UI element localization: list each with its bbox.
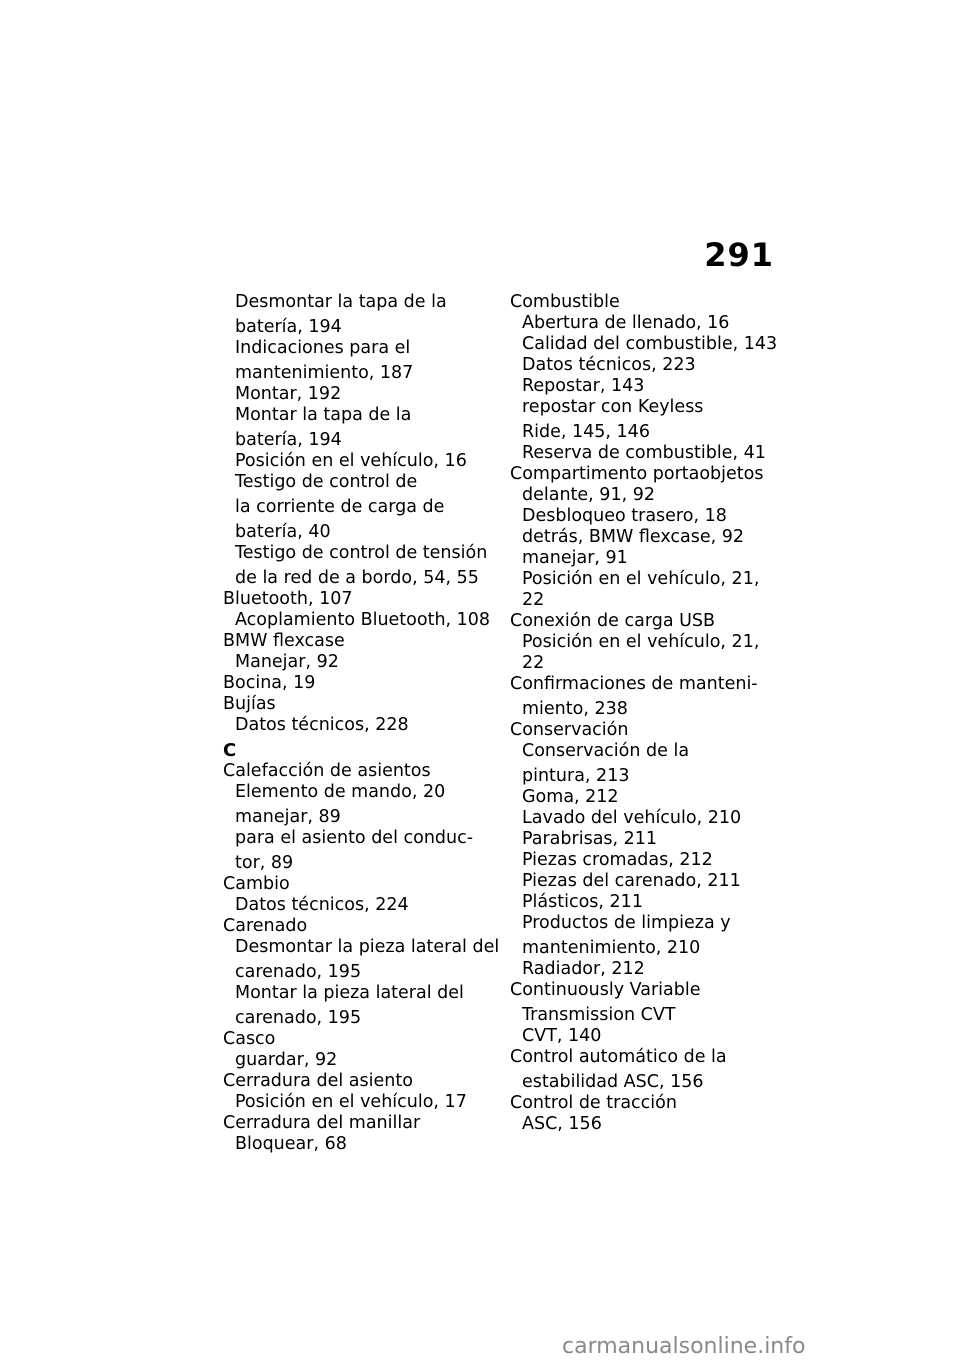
index-subentry: Desbloqueo trasero, 18 [522, 506, 727, 526]
index-entry: Conservación [510, 720, 629, 740]
index-subentry: repostar con Keyless [522, 397, 704, 417]
index-subentry: detrás, BMW flexcase, 92 [522, 527, 745, 547]
index-entry: Bluetooth, 107 [223, 589, 353, 609]
index-subentry: mantenimiento, 210 [522, 938, 701, 958]
index-subentry: Reserva de combustible, 41 [522, 443, 766, 463]
index-column-left [223, 292, 500, 1155]
index-subentry: Desmontar la pieza lateral del [235, 937, 500, 957]
index-subentry: Goma, 212 [522, 787, 619, 807]
index-entry: Compartimento portaobjetos [510, 464, 764, 484]
index-subentry: Posición en el vehículo, 21, [522, 632, 760, 652]
index-subentry: 22 [522, 653, 545, 673]
index-letter-heading: C [223, 740, 237, 761]
index-subentry: la corriente de carga de [235, 497, 445, 517]
index-entry: Cerradura del manillar [223, 1113, 421, 1133]
index-subentry: Abertura de llenado, 16 [522, 313, 730, 333]
index-subentry: manejar, 91 [522, 548, 628, 568]
index-column-right [510, 292, 780, 1135]
index-subentry: 22 [522, 590, 545, 610]
index-subentry: Montar, 192 [235, 384, 342, 404]
index-entry: Cambio [223, 874, 290, 894]
index-subentry: de la red de a bordo, 54, 55 [235, 568, 479, 588]
index-subentry: miento, 238 [522, 699, 628, 719]
index-subentry: delante, 91, 92 [522, 485, 655, 505]
index-subentry: Acoplamiento Bluetooth, 108 [235, 610, 491, 630]
index-entry: Casco [223, 1029, 276, 1049]
index-subentry: Datos técnicos, 228 [235, 715, 409, 735]
index-entry: Confirmaciones de manteni- [510, 674, 758, 694]
index-subentry: Piezas del carenado, 211 [522, 871, 741, 891]
index-subentry: Manejar, 92 [235, 652, 339, 672]
index-entry: Combustible [510, 292, 620, 312]
index-subentry: batería, 194 [235, 430, 342, 450]
index-subentry: Testigo de control de [235, 472, 418, 492]
index-subentry: Posición en el vehículo, 21, [522, 569, 760, 589]
index-subentry: tor, 89 [235, 853, 294, 873]
index-subentry: Productos de limpieza y [522, 913, 731, 933]
index-subentry: CVT, 140 [522, 1026, 602, 1046]
index-subentry: mantenimiento, 187 [235, 363, 414, 383]
index-subentry: Datos técnicos, 223 [522, 355, 696, 375]
index-subentry: carenado, 195 [235, 962, 362, 982]
index-entry: Calefacción de asientos [223, 761, 431, 781]
index-subentry: guardar, 92 [235, 1050, 338, 1070]
index-subentry: Elemento de mando, 20 [235, 782, 446, 802]
index-subentry: pintura, 213 [522, 766, 630, 786]
index-entry: Continuously Variable [510, 980, 701, 1000]
index-subentry: Ride, 145, 146 [522, 422, 650, 442]
index-entry: Bocina, 19 [223, 673, 316, 693]
index-subentry: Bloquear, 68 [235, 1134, 347, 1154]
index-subentry: Desmontar la tapa de la [235, 292, 447, 312]
index-subentry: Indicaciones para el [235, 338, 411, 358]
index-subentry: Lavado del vehículo, 210 [522, 808, 742, 828]
index-entry: Bujías [223, 694, 276, 714]
index-subentry: Parabrisas, 211 [522, 829, 658, 849]
index-entry: Conexión de carga USB [510, 611, 716, 631]
index-subentry: para el asiento del conduc- [235, 828, 474, 848]
index-entry: Control automático de la [510, 1047, 727, 1067]
index-subentry: batería, 194 [235, 317, 342, 337]
page-number: 291 [704, 236, 774, 274]
index-subentry: ASC, 156 [522, 1114, 602, 1134]
index-subentry: Transmission CVT [522, 1005, 676, 1025]
index-subentry: Repostar, 143 [522, 376, 645, 396]
index-entry: BMW flexcase [223, 631, 345, 651]
index-entry: Control de tracción [510, 1093, 677, 1113]
index-entry: Carenado [223, 916, 308, 936]
index-subentry: manejar, 89 [235, 807, 341, 827]
footer-watermark: carmanualsonline.info [562, 1334, 806, 1359]
index-subentry: Conservación de la [522, 741, 690, 761]
index-subentry: Plásticos, 211 [522, 892, 643, 912]
index-subentry: Radiador, 212 [522, 959, 645, 979]
index-subentry: Calidad del combustible, 143 [522, 334, 778, 354]
index-subentry: Piezas cromadas, 212 [522, 850, 713, 870]
index-subentry: Montar la tapa de la [235, 405, 412, 425]
index-subentry: carenado, 195 [235, 1008, 362, 1028]
index-subentry: Posición en el vehículo, 16 [235, 451, 467, 471]
index-subentry: Montar la pieza lateral del [235, 983, 464, 1003]
index-subentry: Posición en el vehículo, 17 [235, 1092, 467, 1112]
index-subentry: estabilidad ASC, 156 [522, 1072, 704, 1092]
index-entry: Cerradura del asiento [223, 1071, 413, 1091]
index-subentry: batería, 40 [235, 522, 331, 542]
index-subentry: Testigo de control de tensión [235, 543, 488, 563]
index-subentry: Datos técnicos, 224 [235, 895, 409, 915]
